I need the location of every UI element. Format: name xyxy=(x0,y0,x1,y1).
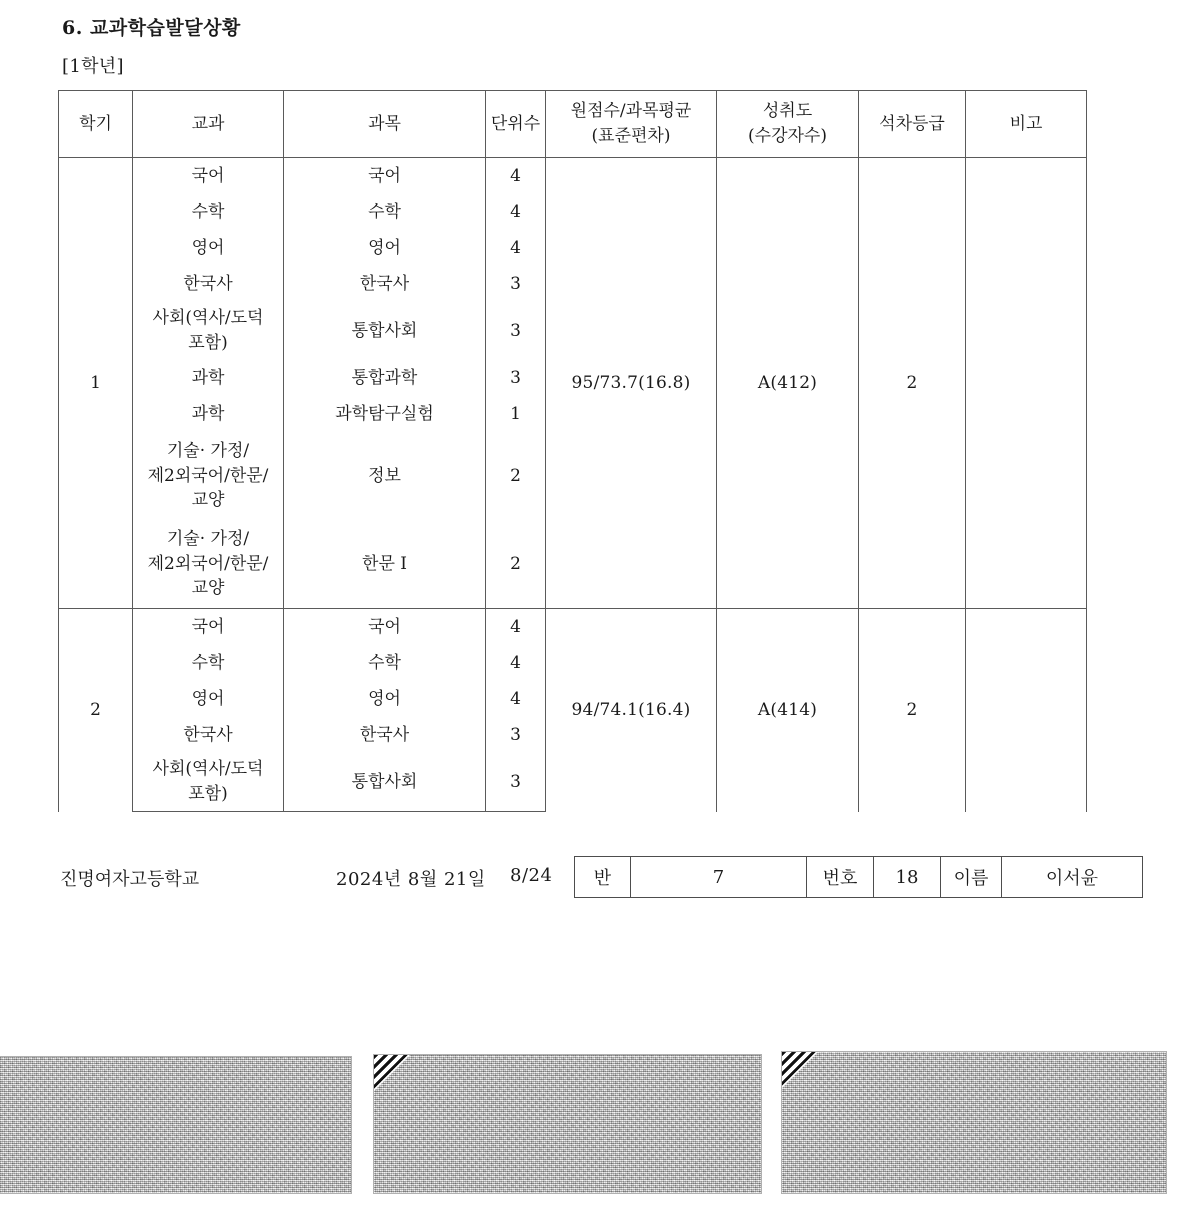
subject-name: 수학 xyxy=(284,194,486,230)
rank-grade: 2 xyxy=(859,609,966,812)
credit-units: 3 xyxy=(486,717,546,753)
credit-units: 3 xyxy=(486,302,546,360)
subject-area: 한국사 xyxy=(133,717,284,753)
redacted-strip-1 xyxy=(0,1056,352,1194)
diagonal-hatch-corner-icon xyxy=(374,1055,410,1091)
credit-units: 4 xyxy=(486,609,546,646)
header-subject: 과목 xyxy=(284,91,486,158)
table-row xyxy=(59,158,1087,195)
diagonal-hatch-corner-icon xyxy=(782,1052,818,1088)
credit-units: 2 xyxy=(486,520,546,609)
header-note: 비고 xyxy=(966,91,1087,158)
academic-record-table xyxy=(58,90,1087,812)
credit-units: 4 xyxy=(486,158,546,195)
credit-units: 4 xyxy=(486,194,546,230)
subject-name: 영어 xyxy=(284,681,486,717)
header-achievement xyxy=(717,91,859,158)
subject-name: 한국사 xyxy=(284,717,486,753)
page-number: 8/24 xyxy=(510,865,553,886)
redacted-strip-2 xyxy=(373,1054,762,1194)
header-rank: 석차등급 xyxy=(859,91,966,158)
semester-number: 2 xyxy=(59,609,133,812)
credit-units: 3 xyxy=(486,753,546,812)
subject-area: 영어 xyxy=(133,230,284,266)
page-title: 6. 교과학습발달상황 xyxy=(62,17,241,39)
subject-area: 수학 xyxy=(133,194,284,230)
subject-area: 사회(역사/도덕 포함) xyxy=(133,302,284,360)
credit-units: 4 xyxy=(486,645,546,681)
subject-area: 국어 xyxy=(133,158,284,195)
class-value: 7 xyxy=(631,857,807,898)
score-average-deviation: 95/73.7(16.8) xyxy=(546,158,717,609)
header-term: 학기 xyxy=(59,91,133,158)
subject-area: 과학 xyxy=(133,360,284,396)
rank-grade: 2 xyxy=(859,158,966,609)
class-label: 반 xyxy=(575,857,631,898)
table-header-row xyxy=(59,91,1087,158)
student-number-value: 18 xyxy=(874,857,941,898)
student-identity-row xyxy=(575,857,1143,898)
semester-block-2 xyxy=(59,609,1087,812)
header-achievement-line2: (수강자수) xyxy=(748,126,827,146)
student-identity-table xyxy=(574,856,1143,898)
subject-name: 통합과학 xyxy=(284,360,486,396)
note-cell xyxy=(966,609,1087,812)
table-header xyxy=(59,91,1087,158)
grade-year-label: [1학년] xyxy=(62,56,124,77)
header-credits: 단위수 xyxy=(486,91,546,158)
header-score-line2: (표준편차) xyxy=(591,126,671,146)
subject-name: 통합사회 xyxy=(284,302,486,360)
score-average-deviation: 94/74.1(16.4) xyxy=(546,609,717,812)
note-cell xyxy=(966,158,1087,609)
credit-units: 3 xyxy=(486,360,546,396)
subject-area: 국어 xyxy=(133,609,284,646)
student-number-label: 번호 xyxy=(807,857,874,898)
subject-name: 정보 xyxy=(284,432,486,520)
subject-area: 수학 xyxy=(133,645,284,681)
subject-area: 사회(역사/도덕 포함) xyxy=(133,753,284,812)
subject-name: 과학탐구실험 xyxy=(284,396,486,432)
subject-name: 한문 I xyxy=(284,520,486,609)
achievement-level: A(412) xyxy=(717,158,859,609)
semester-block-1 xyxy=(59,158,1087,609)
subject-area: 기술· 가정/제2외국어/한문/교양 xyxy=(133,520,284,609)
subject-name: 영어 xyxy=(284,230,486,266)
issue-date: 2024년 8월 21일 xyxy=(336,869,486,890)
credit-units: 4 xyxy=(486,230,546,266)
student-name-value: 이서윤 xyxy=(1002,857,1143,898)
subject-area: 영어 xyxy=(133,681,284,717)
header-score-line1: 원점수/과목평균 xyxy=(570,101,692,122)
subject-area: 한국사 xyxy=(133,266,284,302)
redacted-strip-3 xyxy=(781,1051,1167,1194)
student-name-label: 이름 xyxy=(941,857,1002,898)
header-score xyxy=(546,91,717,158)
credit-units: 4 xyxy=(486,681,546,717)
credit-units: 2 xyxy=(486,432,546,520)
school-name: 진명여자고등학교 xyxy=(60,869,200,890)
credit-units: 3 xyxy=(486,266,546,302)
subject-name: 한국사 xyxy=(284,266,486,302)
header-area: 교과 xyxy=(133,91,284,158)
subject-name: 국어 xyxy=(284,158,486,195)
table-row xyxy=(59,609,1087,646)
subject-name: 수학 xyxy=(284,645,486,681)
header-achievement-line1: 성취도 xyxy=(762,101,813,122)
achievement-level: A(414) xyxy=(717,609,859,812)
document-footer xyxy=(0,856,1179,900)
subject-area: 과학 xyxy=(133,396,284,432)
subject-area: 기술· 가정/제2외국어/한문/교양 xyxy=(133,432,284,520)
subject-name: 통합사회 xyxy=(284,753,486,812)
subject-name: 국어 xyxy=(284,609,486,646)
semester-number: 1 xyxy=(59,158,133,609)
credit-units: 1 xyxy=(486,396,546,432)
